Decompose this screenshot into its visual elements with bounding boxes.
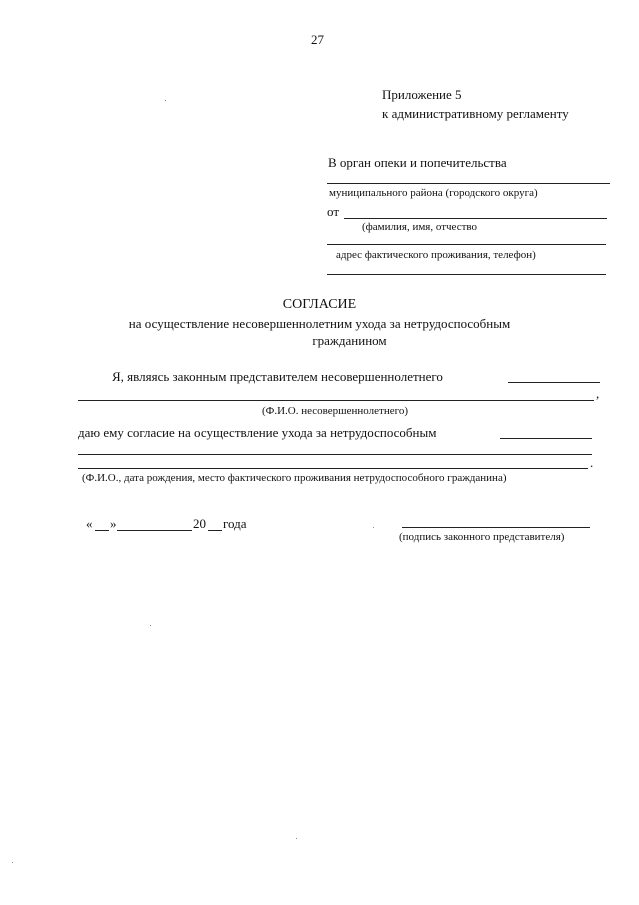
signature-line <box>402 527 590 528</box>
representative-statement: Я, являясь законным представителем несовершеннолетнего <box>112 369 443 384</box>
date-year-line <box>208 530 222 531</box>
year-prefix: 20 <box>193 516 206 531</box>
fio-line <box>327 244 606 245</box>
date-close-quote: » <box>110 516 117 531</box>
citizen-line-3 <box>78 468 588 469</box>
address-caption: адрес фактического проживания, телефон) <box>336 249 536 261</box>
page-number: 27 <box>311 32 324 47</box>
consent-statement: даю ему согласие на осуществление ухода за нетрудоспособным <box>78 425 437 440</box>
from-label: от <box>327 204 340 219</box>
from-line <box>344 218 607 219</box>
minor-name-line-1 <box>508 382 600 383</box>
scan-speck <box>296 838 297 839</box>
period-mark: . <box>590 455 594 470</box>
comma-mark: , <box>596 386 600 401</box>
addressee-to: В орган опеки и попечительства <box>328 155 507 170</box>
year-suffix: года <box>223 516 247 531</box>
document-subtitle-1: на осуществление несовершеннолетним ухода за нетрудоспособным <box>128 316 511 331</box>
scan-speck <box>165 100 166 101</box>
document-subtitle-2: гражданином <box>312 333 387 348</box>
date-open-quote: « <box>86 516 93 531</box>
citizen-line-2 <box>78 454 592 455</box>
appendix-subtitle: к административному регламенту <box>382 106 569 121</box>
appendix-title: Приложение 5 <box>382 87 462 102</box>
address-line <box>327 274 606 275</box>
date-day-line <box>95 530 109 531</box>
district-caption: муниципального района (городского округа) <box>329 187 538 199</box>
document-title: СОГЛАСИЕ <box>282 297 357 312</box>
fio-caption: (фамилия, имя, отчество <box>362 221 478 233</box>
minor-caption: (Ф.И.О. несовершеннолетнего) <box>262 405 409 417</box>
scan-speck <box>373 527 374 528</box>
scan-speck <box>12 862 13 863</box>
citizen-line-1 <box>500 438 592 439</box>
scan-speck <box>150 625 151 626</box>
date-month-line <box>117 530 192 531</box>
minor-name-line-2 <box>78 400 594 401</box>
district-line <box>327 183 610 184</box>
signature-caption: (подпись законного представителя) <box>399 531 565 543</box>
citizen-caption: (Ф.И.О., дата рождения, место фактического проживания нетрудоспособного гражданина) <box>82 472 507 484</box>
